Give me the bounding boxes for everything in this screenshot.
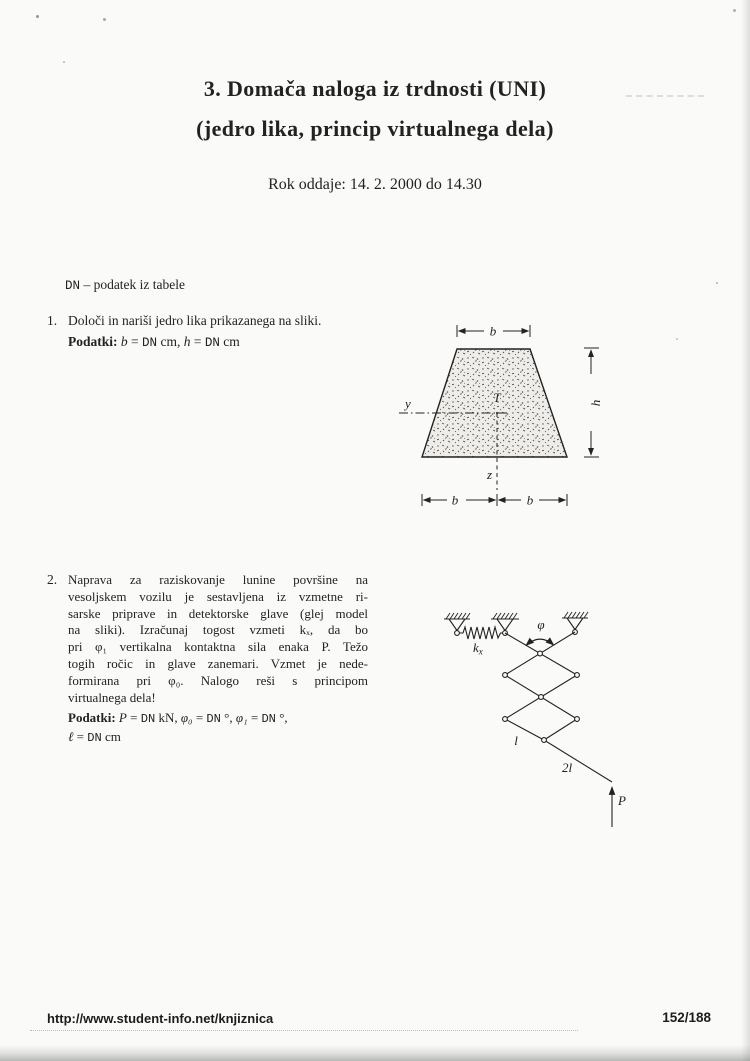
table-note: DN – podatek iz tabele <box>65 277 186 293</box>
long-link-2l <box>505 719 612 782</box>
figure1-trapezoid-cross-section <box>391 312 626 517</box>
scissor-links <box>505 632 612 782</box>
scan-speck <box>676 338 678 340</box>
problem1-data-line: Podatki: b = DN cm, h = DN cm <box>68 334 240 350</box>
pin-joints <box>503 651 580 742</box>
problem-1 <box>47 313 321 350</box>
dimension-bottom-b-b <box>422 494 567 506</box>
scan-speck <box>716 282 718 284</box>
label-centroid-T: T <box>493 390 501 405</box>
scan-artifact-line <box>30 1030 578 1031</box>
problem1-number: 1. <box>47 313 58 328</box>
label-z-axis: z <box>486 467 492 482</box>
footer-page-number: 152/188 <box>662 1010 711 1025</box>
problem2-number: 2. <box>47 572 58 587</box>
label-dim-bottom-b-right: b <box>526 492 534 508</box>
label-dim-bottom-b-left: b <box>451 492 459 508</box>
label-link-l: l <box>514 733 518 748</box>
label-dim-height-h: h <box>588 399 603 407</box>
figure2-spring-mechanism <box>433 596 668 841</box>
title-line-2: (jedro lika, princip virtualnega dela) <box>196 116 554 141</box>
scan-speck <box>733 9 736 12</box>
label-force-P: P <box>618 793 626 808</box>
label-y-axis: y <box>405 396 411 411</box>
problem1-text: Določi in nariši jedro lika prikazanega na sliki. <box>68 313 322 328</box>
spring-kx <box>460 627 503 639</box>
label-link-2l: 2l <box>561 760 573 775</box>
angle-phi-arc <box>526 639 554 645</box>
scan-speck <box>103 18 106 21</box>
scan-speck <box>36 15 39 18</box>
problem2-data-line-2: ℓ = DN cm <box>68 729 121 746</box>
deadline-text: Rok oddaje: 14. 2. 2000 do 14.30 <box>268 176 482 193</box>
problem-2 <box>47 572 368 747</box>
fixed-support-middle <box>491 613 519 635</box>
footer-url: http://www.student-info.net/knjiznica <box>47 1011 274 1026</box>
problem2-data-line-1: Podatki: P = DN kN, φ₀ = DN °, φ₁ = DN °, <box>68 710 288 727</box>
fixed-support-right <box>562 612 588 634</box>
scan-speck <box>63 61 65 63</box>
label-angle-phi: φ <box>537 617 545 632</box>
problem2-text: Naprava za raziskovanje lunine površine na vesoljskem vozilu je sestavljena iz vzmetne ri- sarske priprave in detektorske glave (glej model na sliki). Izračunaj togost vzmeti kₓ, da bo pri φ₁ vertikalna kontaktna sila enaka P. Težo togih ročic in glave zanemari. Vzmet je nede- formirana pri φ₀. Nalogo reši s principom virtualnega dela! <box>68 572 368 705</box>
label-spring-kx: kx <box>473 640 483 657</box>
title-line-1: 3. Domača naloga iz trdnosti (UNI) <box>203 76 547 101</box>
label-dim-top-b: b <box>489 323 497 339</box>
centroid-point <box>496 412 498 414</box>
